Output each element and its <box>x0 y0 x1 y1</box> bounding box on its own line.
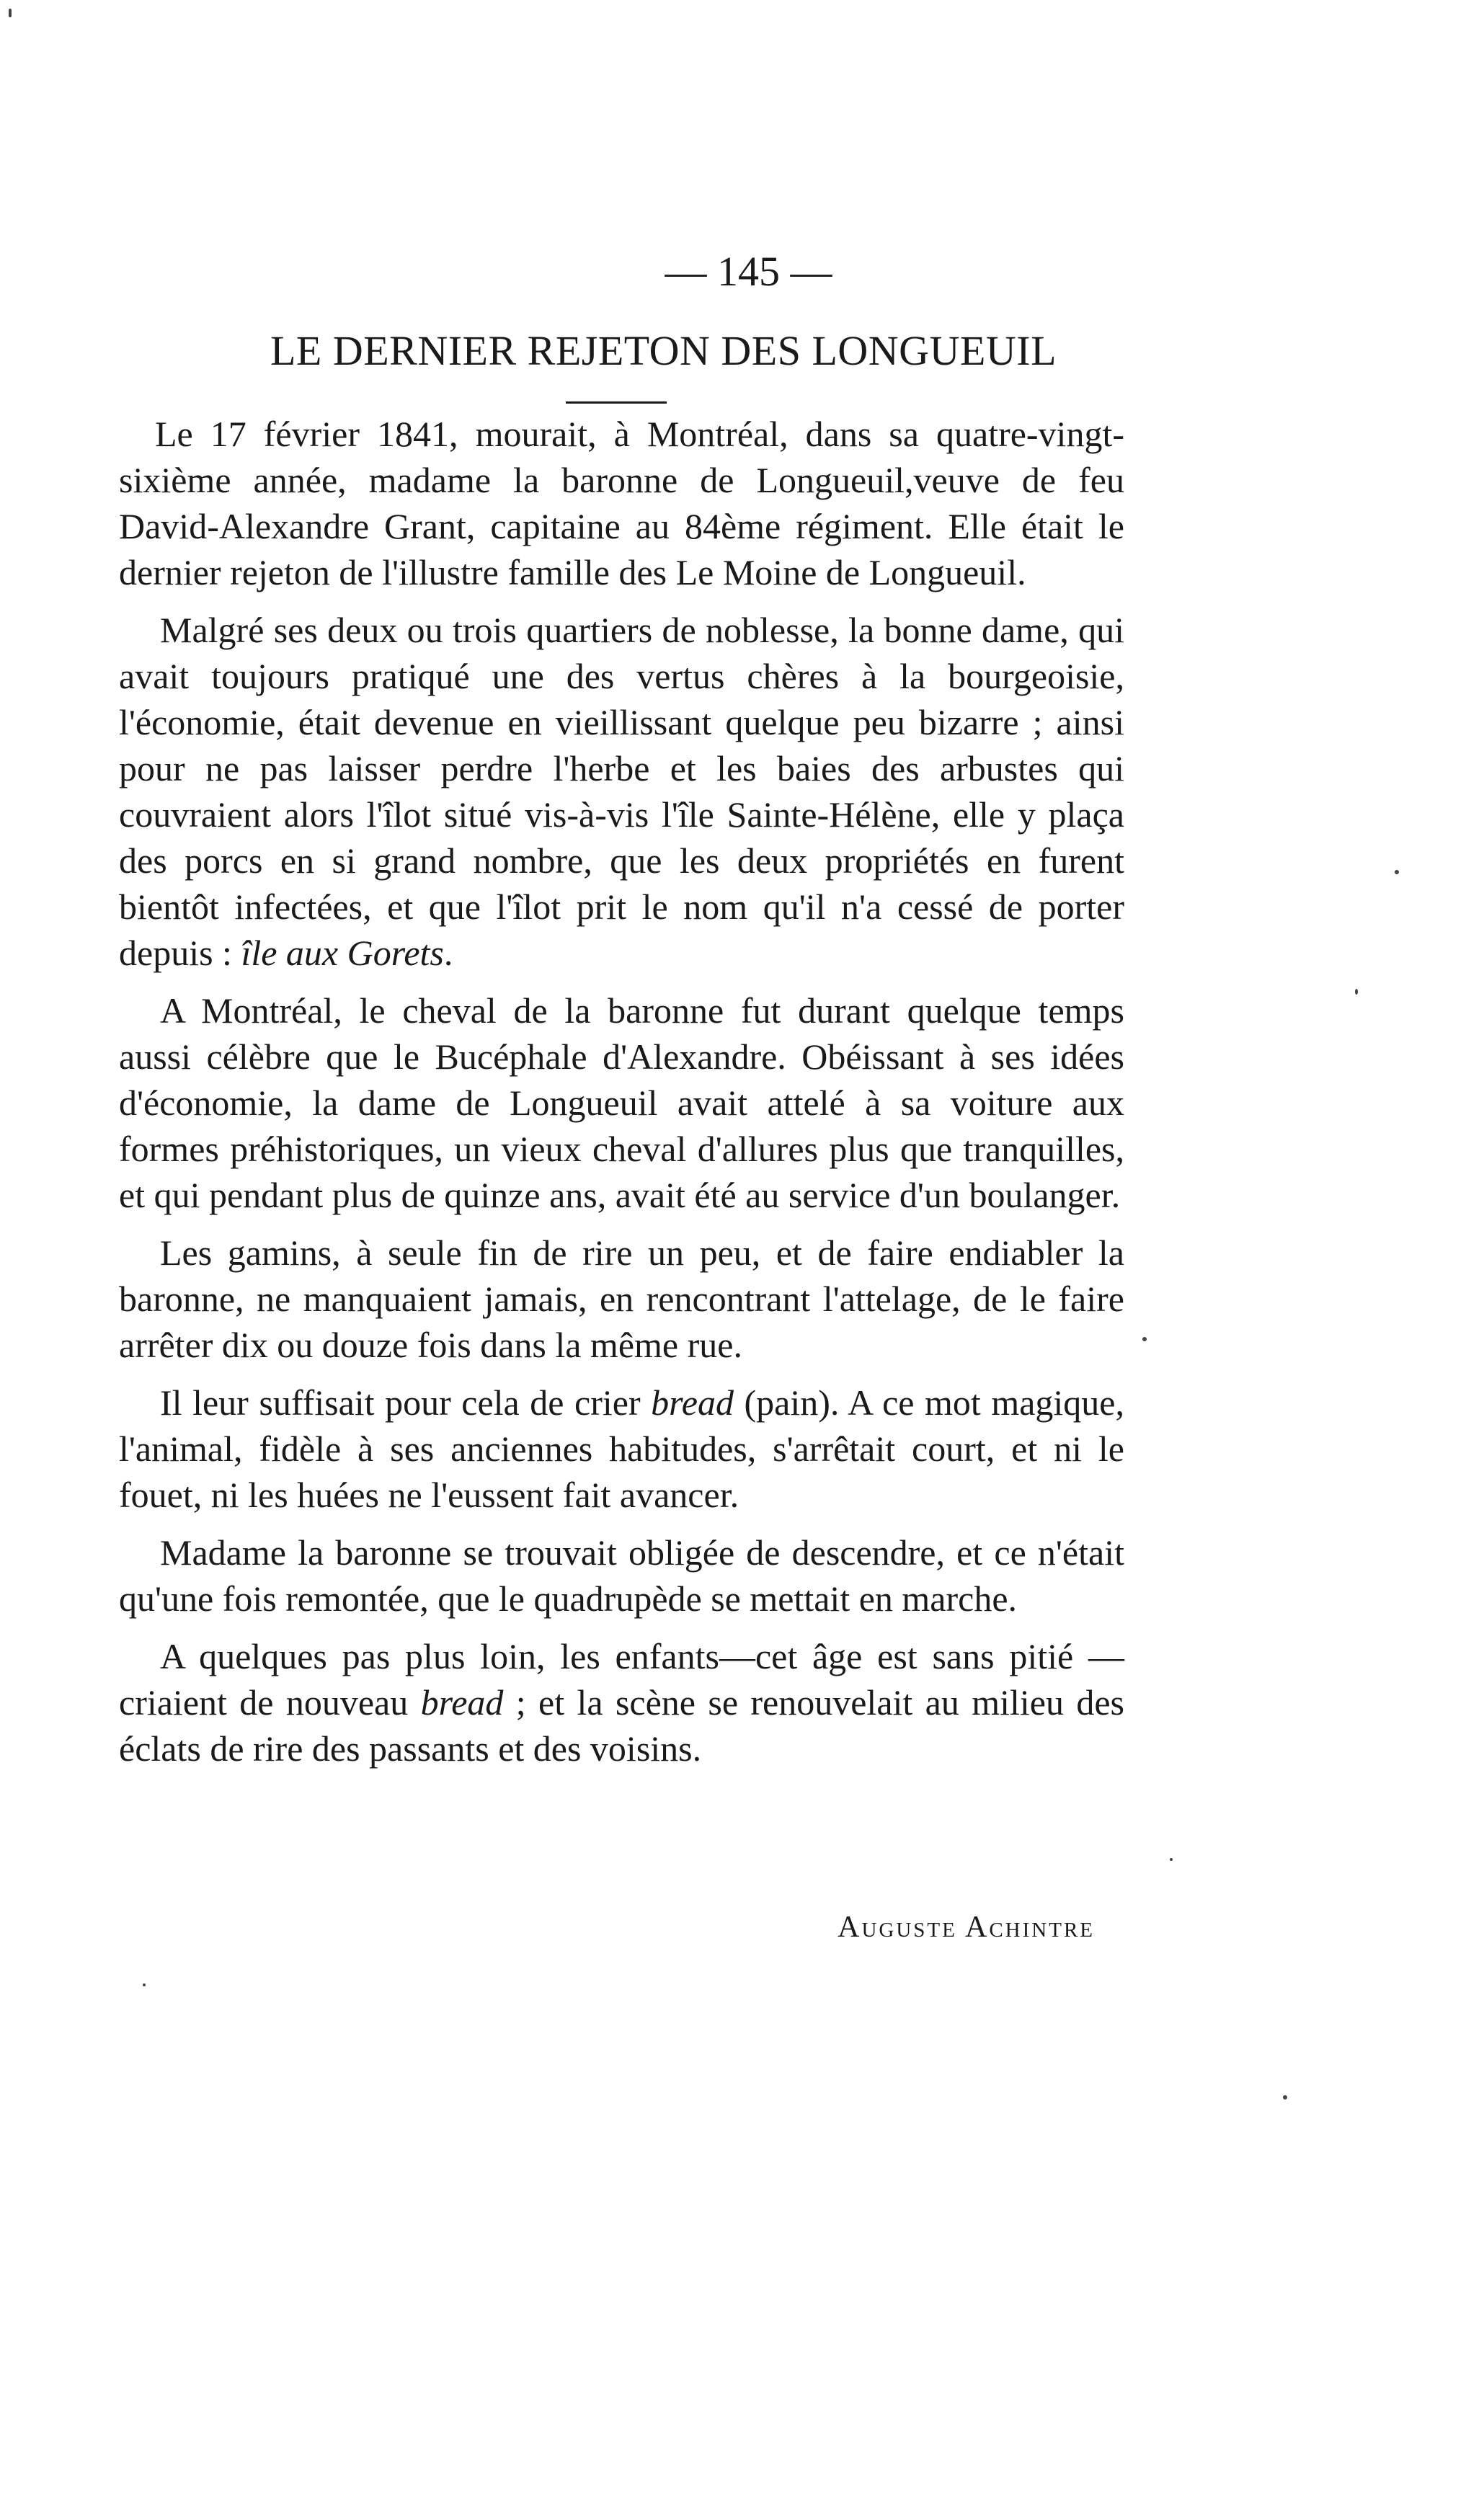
paragraph-7-text: A quelques pas plus loin, les enfants—cet âge est sans pitié —criaient de nouveau <box>119 1636 1124 1723</box>
paragraph-2-text: Malgré ses deux ou trois quartiers de noblesse, la bonne dame, qui avait toujours pratiqué une des vertus chères à la bourgeoisie, l'économie, était devenue en vieillissant quelque peu bizarre ; ainsi pour ne pas laisser perdre l'herbe et les baies des arbustes qui couvraient alors l'îlot situé vis-à-vis l'île Sainte-Hélène, elle y plaça des porcs en si grand nombre, que les deux propriétés en furent bientôt infectées, et que l'îlot prit le nom qu'il n'a cessé de porter depuis : <box>119 610 1124 973</box>
paragraph-6: Madame la baronne se trouvait obligée de descendre, et ce n'était qu'une fois remontée, que le quadrupède se mettait en marche. <box>119 1532 1124 1619</box>
scan-speck <box>1395 870 1399 874</box>
article-title: LE DERNIER REJETON DES LONGUEUIL <box>270 327 1057 374</box>
paragraph-4: Les gamins, à seule fin de rire un peu, et de faire endiabler la baronne, ne manquaient jamais, en rencontrant l'attelage, de le faire arrêter dix ou douze fois dans la même rue. <box>119 1232 1124 1365</box>
scan-speck <box>1355 989 1358 995</box>
paragraph-5 <box>119 1379 1124 1518</box>
paragraph-2-end: . <box>443 933 453 973</box>
scan-speck <box>1170 1858 1173 1861</box>
scan-speck <box>1283 2095 1287 2100</box>
paragraph-3: A Montréal, le cheval de la baronne fut durant quelque temps aussi célèbre que le Bucéphale d'Alexandre. Obéissant à ses idées d'économie, la dame de Longueuil avait attelé à sa voiture aux formes préhistoriques, un vieux cheval d'allures plus que tranquilles, et qui pendant plus de quinze ans, avait été au service d'un boulanger. <box>119 990 1124 1215</box>
paragraph-7-end: ; et la scène se renouvelait au milieu des éclats de rire des passants et des voisins. <box>119 1682 1125 1769</box>
paragraph-5-italic: bread <box>651 1382 734 1423</box>
author-signature: Auguste Achintre <box>837 1911 1095 1944</box>
scan-speck <box>9 9 12 17</box>
paragraph-5-text: Il leur suffisait pour cela de crier <box>160 1382 641 1423</box>
paragraph-7-italic: bread <box>420 1682 504 1723</box>
paragraph-2-italic: île aux Gorets <box>241 933 444 973</box>
title-divider <box>566 401 667 404</box>
paragraph-7 <box>119 1633 1124 1772</box>
paragraph-1: Le 17 février 1841, mourait, à Montréal, dans sa quatre-vingt-sixième année, madame la baronne de Longueuil,veuve de feu David-Alexandre Grant, capitaine au 84ème régiment. Elle était le dernier rejeton de l'illustre famille des Le Moine de Longueuil. <box>119 414 1124 592</box>
paragraph-2 <box>119 607 1124 976</box>
scan-speck <box>1142 1337 1147 1341</box>
paragraph-5-end: (pain). A ce mot magique, l'animal, fidèle à ses anciennes habitudes, s'arrêtait court, et ni le fouet, ni les huées ne l'eussent fait avancer. <box>119 1382 1125 1515</box>
article-body <box>119 411 1124 1772</box>
page-number: — 145 — <box>665 248 832 295</box>
scan-speck <box>143 1983 146 1986</box>
